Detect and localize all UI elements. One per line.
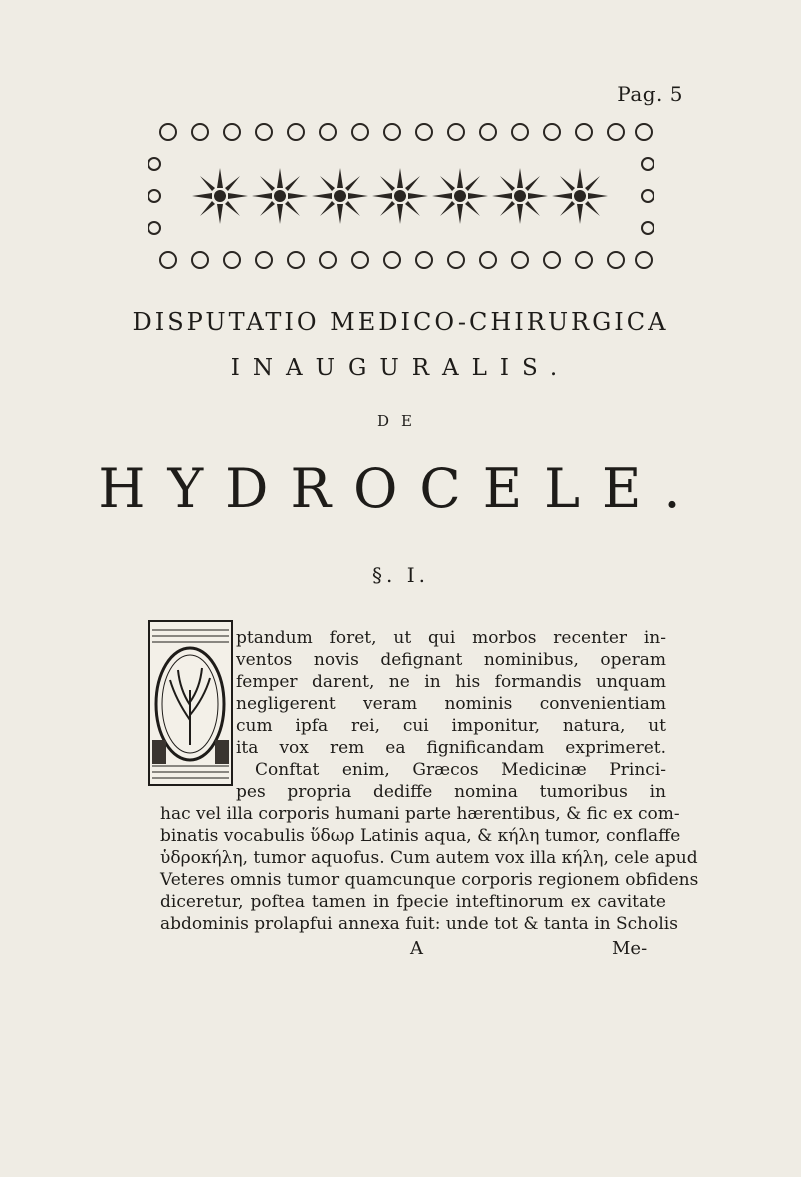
ornament-sunbursts (192, 168, 608, 224)
body-line-8: pes propria dediffe nomina tumoribus in (236, 782, 666, 802)
body-line-4: negligerent veram nominis convenientiam (236, 694, 666, 714)
body-line-1: ptandum foret, ut qui morbos recenter in- (236, 628, 666, 648)
section-mark: §. I. (372, 563, 429, 587)
body-line-12: Veteres omnis tumor quamcunque corporis regionem obfidens (160, 870, 699, 890)
page-number: Pag. 5 (617, 82, 683, 106)
body-line-9: hac vel illa corporis humani parte hærentibus, & fic ex com- (160, 804, 680, 824)
body-line-3: femper darent, ne in his formandis unquam (236, 672, 666, 692)
title-disputatio: DISPUTATIO MEDICO-CHIRURGICA (132, 308, 669, 336)
signature-mark: A (410, 938, 423, 959)
title-inauguralis: INAUGURALIS. (230, 355, 571, 381)
body-line-10: binatis vocabulis ὕδωρ Latinis aqua, & κήλη tumor, conflaffe (160, 826, 681, 846)
decorated-initial-illustration (148, 620, 233, 786)
body-line-7: Conftat enim, Græcos Medicinæ Princi- (255, 760, 666, 780)
body-line-11: ὑδροκήλη, tumor aquofus. Cum autem vox illa κήλη, cele apud (160, 848, 698, 868)
ornament-bottom-border (160, 252, 652, 268)
body-line-14: abdominis prolapfui annexa fuit: unde tot & tanta in Scholis (160, 914, 678, 934)
catchword: Me- (612, 938, 648, 959)
body-line-5: cum ipfa rei, cui imponitur, natura, ut (236, 716, 666, 736)
title-hydrocele: HYDROCELE. (98, 457, 703, 520)
body-line-13: diceretur, poftea tamen in fpecie inteftinorum ex cavitate (160, 892, 666, 912)
body-line-2: ventos novis defignant nominibus, operam (236, 650, 666, 670)
ornamental-headpiece (148, 120, 654, 272)
ornament-top-border (160, 124, 652, 140)
body-line-6: ita vox rem ea fignificandam exprimeret. (236, 738, 666, 758)
title-de: DE (377, 412, 424, 430)
